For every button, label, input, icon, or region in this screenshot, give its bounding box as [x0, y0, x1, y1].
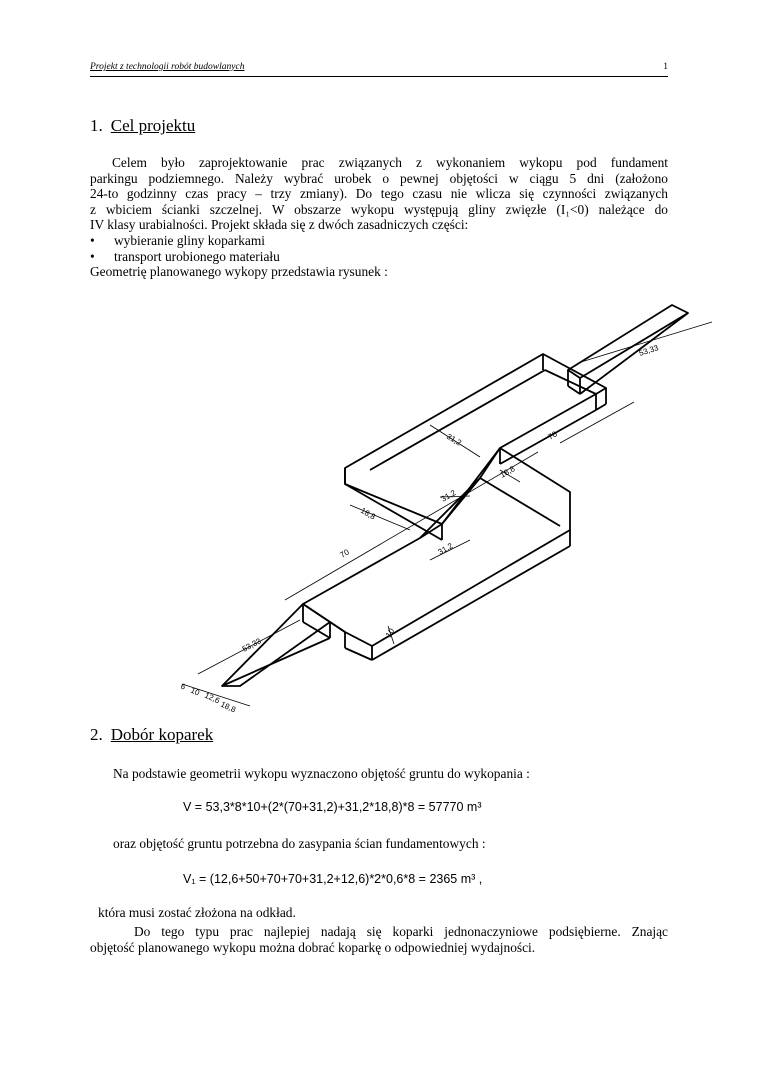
dim-label: 31,2	[439, 488, 458, 504]
list-item: • wybieranie gliny koparkami	[90, 233, 265, 248]
paragraph-line: Celem było zaprojektowanie prac związanych z wykonaniem wykopu pod fundament	[112, 155, 668, 170]
section-2-after: która musi zostać złożona na odkład.	[98, 905, 296, 920]
dim-label: 31,2	[436, 541, 455, 557]
dim-label: 12,6	[203, 690, 222, 706]
section-2-final-paragraph	[90, 924, 668, 955]
bullet-icon: •	[90, 233, 95, 248]
section-2-middle: oraz objętość gruntu potrzebna do zasypania ścian fundamentowych :	[113, 836, 486, 851]
bullet-icon: •	[90, 248, 95, 264]
section-2-number: 2.	[90, 725, 103, 744]
paragraph-line: 24-to godzinny czas pracy – trzy zmiany). Do tego czasu nie wlicza się czynności związanych	[90, 186, 668, 202]
dim-label: 10	[189, 685, 202, 698]
paragraph-line: Do tego typu prac najlepiej nadają się koparki jednonaczyniowe podsiębierne. Znając	[134, 924, 668, 939]
dimension-lines	[182, 322, 712, 706]
list-item: • transport urobionego materiału	[90, 248, 280, 264]
dim-label: 18,8	[498, 464, 517, 480]
figure-intro: Geometrię planowanego wykopy przedstawia rysunek :	[90, 264, 388, 279]
dim-label: 70	[546, 429, 559, 442]
page-number: 1	[663, 62, 668, 72]
paragraph-line: parkingu podziemnego. Należy wybrać urobek o pewnej objętości w ciągu 5 dni (założono	[90, 170, 668, 186]
dim-label: 18,8	[219, 699, 238, 715]
dim-label: 53,33	[240, 636, 263, 654]
dim-label: 10	[383, 626, 397, 639]
dim-label: 18,8	[359, 505, 377, 522]
dim-label: 6	[179, 681, 187, 692]
paragraph-line: IV klasy urabialności. Projekt składa się z dwóch zasadniczych części:	[90, 217, 469, 233]
header-title: Projekt z technologii robót budowlanych	[90, 62, 245, 72]
dim-label: 53,33	[637, 343, 660, 358]
section-2-intro: Na podstawie geometrii wykopu wyznaczono objętość gruntu do wykopania :	[113, 766, 530, 781]
dim-label: 70	[338, 547, 351, 560]
dim-label: 31,2	[445, 431, 463, 448]
section-2-heading	[90, 725, 213, 745]
section-1-number: 1.	[90, 116, 103, 135]
formula-backfill: V₁ = (12,6+50+70+70+31,2+12,6)*2*0,6*8 = 2365 m³ ,	[183, 872, 483, 886]
section-1-title: Cel projektu	[110, 116, 196, 135]
paragraph-line: objętość planowanego wykopu można dobrać koparkę o odpowiedniej wydajności.	[90, 939, 536, 955]
section-2-title: Dobór koparek	[110, 725, 214, 744]
formula-volume: V = 53,3*8*10+(2*(70+31,2)+31,2*18,8)*8 = 57770 m³	[183, 800, 482, 814]
paragraph-line: z wbiciem ścianki szczelnej. W obszarze wykopu występują gliny zwięzłe (I₁<0) należące do	[90, 201, 668, 217]
